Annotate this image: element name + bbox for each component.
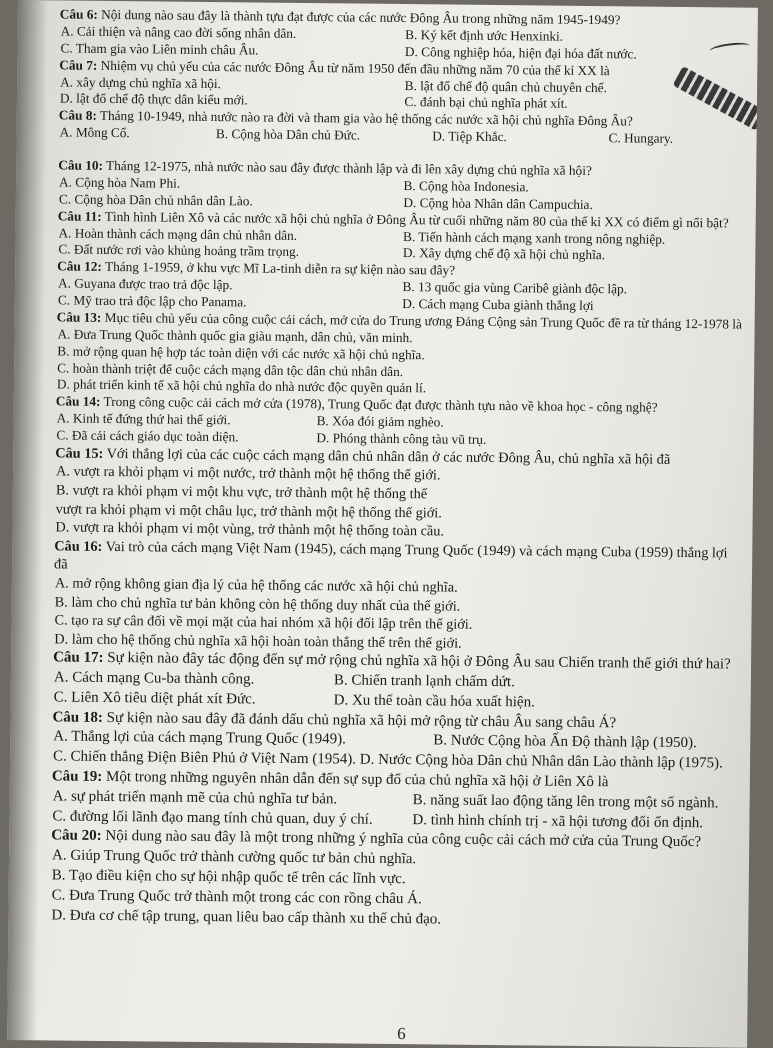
- option-c: C. Cộng hòa Dân chủ nhân dân Lào.: [58, 191, 253, 209]
- option-d: D. Xây dựng chế độ xã hội chủ nghĩa.: [402, 245, 606, 263]
- option-a: A. Giúp Trung Quốc trở thành cường quốc tư bản chủ nghĩa.: [51, 847, 417, 868]
- option-c: C. tạo ra sự cân đối về mọi mặt của hai nhóm xã hội đối lập trên thế giới.: [54, 612, 473, 633]
- option-a: A. Cách mạng Cu-ba thành công.: [53, 669, 255, 688]
- question-number: Câu 14:: [55, 393, 101, 410]
- option-d: D. làm cho hệ thống chủ nghĩa xã hội hoàn toàn thắng thế trên thế giới.: [54, 631, 462, 652]
- question-text: Một trong những nguyên nhân dẫn đến sự sụp đổ của chủ nghĩa xã hội ở Liên Xô là: [105, 768, 609, 791]
- option-b: B. Tạo điều kiện cho sự hội nhập quốc tế trên các lĩnh vực.: [51, 867, 406, 888]
- option-b: B. 13 quốc gia vùng Caribê giành độc lập.: [402, 279, 628, 297]
- option-d: D. Đưa cơ chế tập trung, quan liêu bao cấp thành xu thế chủ đạo.: [51, 906, 442, 928]
- option-b: B. Chiến tranh lạnh chấm dứt.: [333, 672, 515, 691]
- option-b: B. vượt ra khỏi phạm vi một khu vực, trở thành một hệ thống thế: [55, 482, 428, 503]
- option-b: B. mở rộng quan hệ hợp tác toàn diện với các nước xã hội chủ nghĩa.: [57, 343, 425, 362]
- option-d: D. Tiệp Khắc.: [432, 128, 507, 145]
- option-d: D. Xu thế toàn cầu hóa xuất hiện.: [333, 692, 535, 711]
- question-number: Câu 11:: [57, 208, 102, 224]
- option-b: B. năng suất lao động tăng lên trong một số ngành.: [412, 791, 719, 812]
- question-text: Nhiệm vụ chủ yếu của các nước Đông Âu từ năm 1950 đến đầu những năm 70 của thế kỉ XX là: [100, 57, 610, 78]
- option-c: C. Đã cải cách giáo dục toàn diện.: [56, 427, 239, 445]
- option-c: C. đường lối lãnh đạo mang tính chủ quan, duy ý chí.: [52, 808, 373, 828]
- option-d: D. phát triển kinh tế xã hội chủ nghĩa do nhà nước độc quyền quản lí.: [56, 376, 427, 396]
- option-a: A. Cải thiện và nâng cao đời sống nhân dân.: [60, 23, 297, 41]
- question-text: Trong công cuộc cải cách mở cửa (1978), Trung Quốc đạt được thành tựu nào về khoa học - công nghệ?: [103, 394, 658, 415]
- question-text: Tháng 1-1959, ở khu vực Mĩ La-tinh diễn ra sự kiện nào sau đây?: [104, 259, 456, 278]
- option-b: B. Cộng hòa Indonesia.: [403, 177, 529, 195]
- option-a: A. mở rộng không gian địa lý của hệ thống các nước xã hội chủ nghĩa.: [54, 575, 458, 596]
- option-b: B. Ký kết định ước Henxinki.: [405, 26, 564, 44]
- question-text: Mục tiêu chủ yếu của công cuộc cải cách, mở cửa do Trung ương Đảng Cộng sản Trung Quốc đề ra từ tháng 12-1978 là: [104, 309, 743, 332]
- option-b: B. lật đổ chế độ quân chủ chuyên chế.: [404, 77, 608, 95]
- option-a: A. Đưa Trung Quốc thành quốc gia giàu mạnh, dân chủ, văn minh.: [57, 326, 413, 345]
- option-c: C. Hungary.: [608, 130, 674, 146]
- option-b: B. Xóa đói giảm nghèo.: [316, 413, 444, 430]
- option-a: A. Thắng lợi của cách mạng Trung Quốc (1949).: [53, 728, 346, 748]
- option-d: D. Cách mạng Cuba giành thắng lợi: [402, 296, 594, 314]
- question-text: Vai trò của cách mạng Việt Nam (1945), cách mạng Trung Quốc (1949) và cách mạng Cuba (1959) thắng lợi đã: [54, 538, 728, 573]
- option-b: B. Nước Cộng hòa Ấn Độ thành lập (1950).: [433, 732, 697, 752]
- option-c: C. Liên Xô tiêu diệt phát xít Đức.: [53, 689, 256, 708]
- question-text: Sự kiện nào sau đây đã đánh dấu chủ nghĩa xã hội mở rộng từ châu Âu sang châu Á?: [106, 709, 617, 731]
- option-d: D. Cộng hòa Nhân dân Campuchia.: [403, 194, 593, 212]
- question-text: Nội dung nào sau đây là một trong những ý nghĩa của công cuộc cải cách mở cửa của Trung Quốc?: [105, 828, 702, 851]
- question-number: Câu 18:: [52, 709, 103, 726]
- option-d: D. tình hình chính trị - xã hội tương đối ổn định.: [412, 811, 704, 831]
- question-number: Câu 17:: [53, 649, 104, 667]
- option-a: A. Hoàn thành cách mạng dân chủ nhân dân.: [58, 224, 298, 243]
- question-text: Tình hình Liên Xô và các nước xã hội chủ nghĩa ở Đông Âu từ cuối những năm 80 của thế kỉ XX có điểm gì nổi bật?: [104, 208, 729, 231]
- question-number: Câu 19:: [51, 768, 103, 785]
- option-c: C. Đưa Trung Quốc trở thành một trong các con rồng châu Á.: [51, 887, 422, 908]
- question-text: Nội dung nào sau đây là thành tựu đạt được của các nước Đông Âu trong những năm 1945-1949?: [101, 6, 621, 28]
- option-c: C. Mỹ trao trả độc lập cho Panama.: [57, 292, 247, 310]
- question-text: Sự kiện nào đây tác động đến sự mở rộng chủ nghĩa xã hội ở Đông Âu sau Chiến tranh thế giới thứ hai?: [107, 650, 731, 673]
- option-a: A. sự phát triển mạnh mẽ của chủ nghĩa tư bản.: [52, 788, 338, 808]
- option-d: D. Công nghiệp hóa, hiện đại hóa đất nước.: [404, 43, 637, 62]
- question-number: Câu 10:: [58, 157, 104, 173]
- option-c: C. Đất nước rơi vào khủng hoảng trầm trọng.: [58, 241, 300, 260]
- option-c: C. đánh bại chủ nghĩa phát xít.: [404, 94, 568, 112]
- question-number: Câu 6:: [59, 6, 98, 22]
- question-number: Câu 16:: [54, 538, 103, 555]
- page-number: 6: [397, 1024, 406, 1044]
- question-number: Câu 20:: [51, 827, 102, 845]
- question-number: Câu 12:: [57, 258, 102, 275]
- question-list: [50, 6, 750, 933]
- option-c: C. hoàn thành triệt để cuộc cách mạng dân tộc dân chủ nhân dân.: [57, 359, 404, 379]
- option-a: A. Guyana được trao trả độc lập.: [57, 275, 233, 293]
- question-text: Tháng 10-1949, nhà nước nào ra đời và tham gia vào hệ thống các nước xã hội chủ nghĩa Đông Âu?: [99, 108, 633, 129]
- option-a: A. Mông Cổ.: [59, 124, 130, 141]
- option-c: C. Chiến thắng Điện Biên Phủ ở Việt Nam (1954).: [52, 748, 357, 768]
- question-number: Câu 7:: [59, 57, 98, 73]
- option-b: B. Tiến hành cách mạng xanh trong nông nghiệp.: [402, 228, 666, 247]
- option-a: A. Kinh tế đứng thứ hai thế giới.: [56, 410, 231, 428]
- option-c: C. Tham gia vào Liên minh châu Âu.: [60, 40, 259, 58]
- option-a: A. Cộng hòa Nam Phi.: [59, 174, 181, 191]
- question-text: Tháng 12-1975, nhà nước nào sau đây được thành lập và đi lên xây dựng chủ nghĩa xã hội?: [105, 157, 592, 179]
- option-b: B. làm cho chủ nghĩa tư bản không còn hệ thống duy nhất của thế giới.: [54, 593, 461, 615]
- question-number: Câu 8:: [58, 107, 97, 124]
- exam-page: [7, 0, 758, 1048]
- option-a: A. vượt ra khỏi phạm vi một nước, trở thành một hệ thống thế giới.: [55, 463, 441, 484]
- option-d: D. vượt ra khỏi phạm vi một vùng, trở thành một hệ thống toàn cầu.: [55, 519, 445, 540]
- option-a: A. xây dựng chủ nghĩa xã hội.: [60, 73, 222, 91]
- option-c: vượt ra khỏi phạm vi một châu lục, trở thành một hệ thống thế giới.: [55, 501, 442, 522]
- option-d: D. lật đổ chế độ thực dân kiểu mới.: [59, 90, 248, 108]
- question-number: Câu 13:: [56, 309, 102, 325]
- option-d: D. Phóng thành công tàu vũ trụ.: [316, 430, 487, 447]
- question-number: Câu 15:: [55, 445, 104, 462]
- option-b: B. Cộng hòa Dân chủ Đức.: [215, 126, 361, 143]
- question-text: Với thắng lợi của các cuộc cách mạng dân chủ nhân dân ở các nước Đông Âu, chủ nghĩa xã hội đã: [106, 445, 671, 468]
- option-d: D. Nước Cộng hòa Dân chủ Nhân dân Lào thành lập (1975).: [359, 751, 723, 772]
- page-shadow: [7, 0, 48, 1040]
